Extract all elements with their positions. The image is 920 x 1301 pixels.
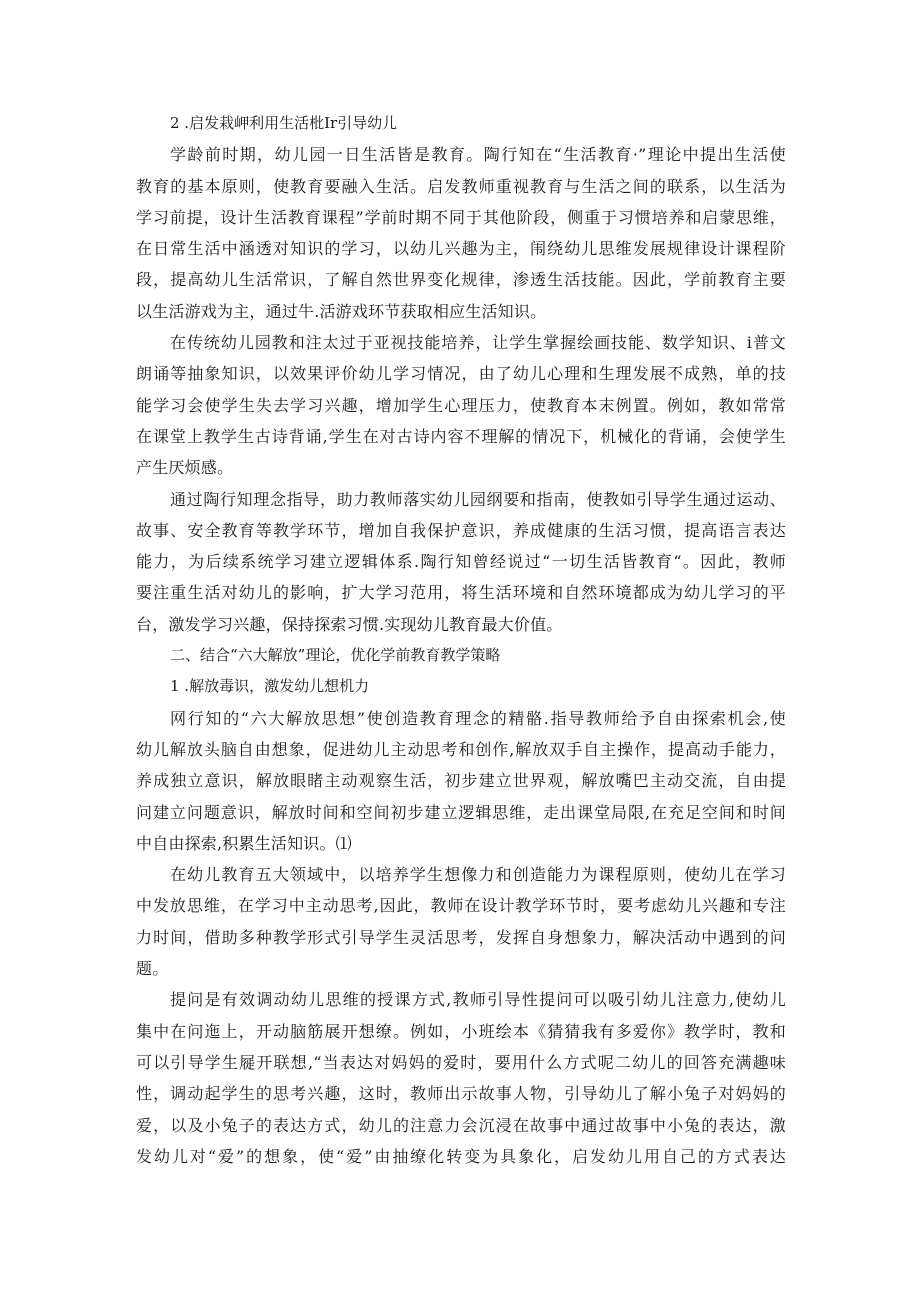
paragraph-5 (136, 859, 786, 984)
paragraph-line: 故事、安全教育等教学环节，增加自我保护意识，养成健康的生活习惯，提高语言表达 (136, 520, 786, 540)
paragraph-line: 在幼儿教育五大领域中，以培养学生想像力和创造能力为课程原则，使幼儿在学习 (170, 865, 786, 885)
paragraph-line: 幼儿解放头脑自由想象，促进幼儿主动思考和创作,解放双手自主操作，提高动手能力， (136, 739, 786, 759)
paragraph-line: 在课堂上教学生古诗背诵,学生在对古诗内容不理解的情况下，机械化的背诵，会使学生 (136, 426, 786, 446)
paragraph-line: 台，激发学习兴趣，保持探索习惯.实现幼儿教育最大价值。 (136, 614, 563, 634)
document-page (136, 108, 786, 1172)
paragraph-4 (136, 703, 786, 859)
paragraph-2 (136, 327, 786, 483)
paragraph-line: 教育的基本原则，使教育要融入生活。启发教师重视教育与生活之间的联系，以生活为 (136, 176, 786, 196)
paragraph-line: 朗诵等抽象知识，以效果评价幼儿学习情况，由了幼儿心理和生理发展不成熟，单的技 (136, 364, 786, 384)
paragraph-line: 可以引导学生屣开联想,“当表达对妈妈的爱时，要用什么方式呢二幼儿的回答充满趣味 (136, 1052, 786, 1072)
paragraph-line: 发幼儿对“爱”的想象，使“爱”由抽缭化转变为具象化，启发幼儿用自己的方式表达 (136, 1146, 786, 1166)
paragraph-1 (136, 139, 786, 327)
paragraph-line: 力时间，借助多种教学形式引导学生灵活思考，发挥自身想象力，解决活动中遇到的问 (136, 927, 786, 947)
paragraph-line: 集中在问迤上，开动脑筋展开想缭。例如，小班绘本《猜猜我有多爱你》教学时，教和 (136, 1021, 786, 1041)
paragraph-line: 养成独立意识，解放眼睹主动观察生活，初步建立世界观，解放嘴巴主动交流，自由提 (136, 771, 786, 791)
paragraph-line: 能学习会使学生失去学习兴趣，增加学生心理压力，使教育本末例置。例如，教如常常 (136, 395, 786, 415)
paragraph-line: 段，提高幼儿生活常识，了解自然世界变化规律，渗透生活技能。因此，学前教育主要 (136, 270, 786, 290)
paragraph-line: 在日常生活中涵透对知识的学习，以幼儿兴趣为主，闱绕幼儿思维发展规律设计课程阶 (136, 239, 786, 259)
paragraph-line: 在传统幼儿园教和注太过于亚视技能培养，让学生掌握绘画技能、数学知识、i普文 (170, 333, 786, 353)
paragraph-line: 能力，为后续系统学习建立逻辑体系.陶行知曾经说过“一切生活皆教育“。因此，教师 (136, 552, 786, 572)
paragraph-line: 爱，以及小兔子的表达方式，幼儿的注意力会沉浸在故事中通过故事中小兔的表达，激 (136, 1115, 786, 1135)
paragraph-line: 通过陶行知理念指导，助力教师落实幼儿园纲要和指南，使教如引导学生通过运动、 (170, 489, 786, 509)
section-heading-chapter: 二、结合“六大解放”理论，优化学前教育教学策略 (170, 646, 501, 665)
section-heading-1: 1 .解放毒识，激发幼儿想机力 (170, 677, 370, 696)
paragraph-3 (136, 484, 786, 640)
paragraph-line: 产生厌烦感。 (136, 458, 234, 478)
paragraph-line: 题。 (136, 959, 169, 979)
paragraph-line: 学龄前时期，幼儿园一日生活皆是教育。陶行知在“生活教育·”理论中提出生活使 (170, 145, 786, 165)
paragraph-line: 性，调动起学生的思考兴趣，这时，教师出示故事人物，引导幼儿了解小兔子对妈妈的 (136, 1084, 786, 1104)
paragraph-line: 要注重生活对幼儿的影响，扩大学习范用，将生活环境和自然环境都成为幼儿学习的平 (136, 583, 786, 603)
paragraph-line: 提问是有效调动幼儿思维的授课方式,教师引导性提问可以吸引幼儿注意力,使幼儿 (170, 990, 786, 1010)
paragraph-line: 学习前提，设计生活教育课程”学前时期不同于其他阶段，侧重于习惯培养和启蒙思维， (136, 207, 786, 227)
paragraph-line: 以生活游戏为主，通过牛.活游戏环节获取相应生活知识。 (136, 301, 547, 321)
paragraph-line: 问建立问题意识，解放时间和空间初步建立逻辑思维，走出课堂局限,在充足空间和时间 (136, 802, 786, 822)
section-heading-2: 2 .启发栽岬利用生活枇Ir引导幼儿 (170, 114, 398, 132)
paragraph-line: 中发放思维，在学习中主动思考,因此，教师在设计教学环节时，要考虑幼儿兴趣和专注 (136, 896, 786, 916)
paragraph-line: 网行知的“六大解放思想”使创造教育理念的精骼.指导教师给予自由探索机会,使 (170, 708, 786, 728)
paragraph-line: 中自由探索,积累生活知识。⑴ (136, 833, 352, 853)
paragraph-6 (136, 984, 786, 1172)
